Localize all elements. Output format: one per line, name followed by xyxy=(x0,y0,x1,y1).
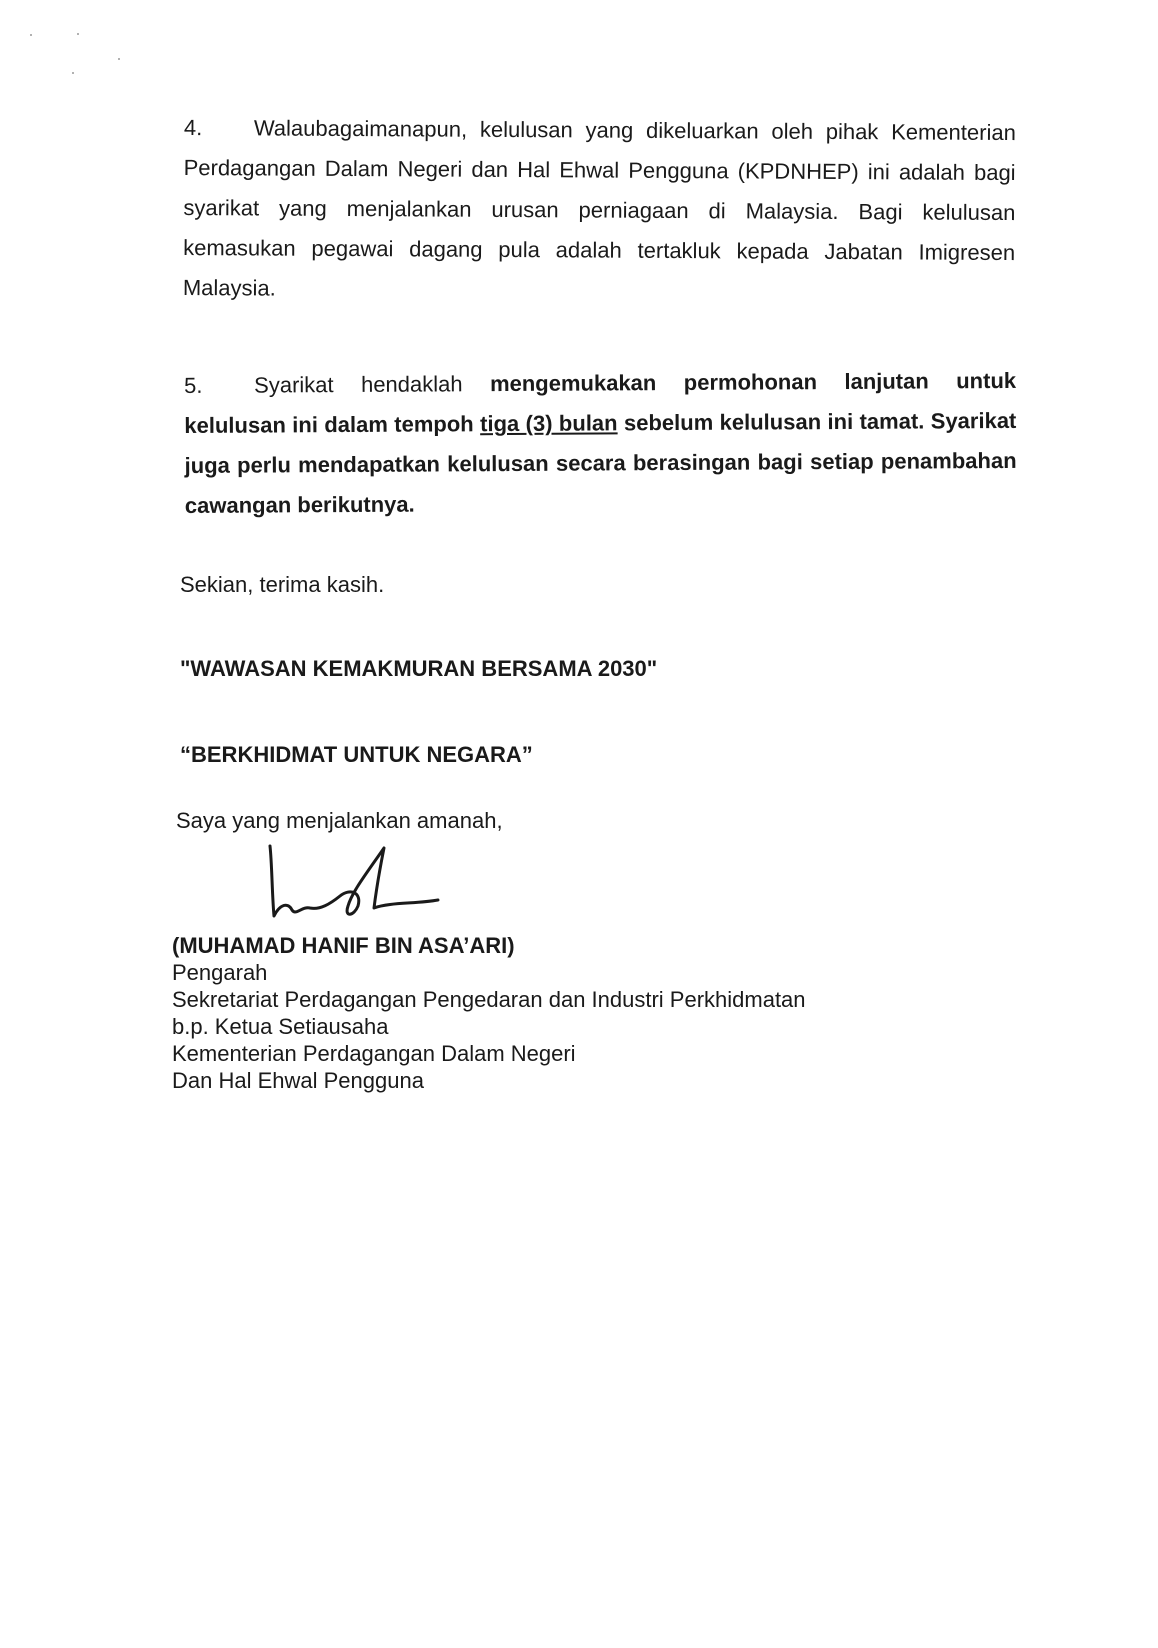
signature-block xyxy=(172,932,806,1094)
paragraph-5 xyxy=(184,361,1017,526)
signatory-department: Sekretariat Perdagangan Pengedaran dan Industri Perkhidmatan xyxy=(172,987,806,1012)
signatory-ministry-line-1: Kementerian Perdagangan Dalam Negeri xyxy=(172,1041,576,1066)
paragraph-5-bold-before: mengemukakan permohonan lanjutan untuk kelulusan ini dalam tempoh xyxy=(184,367,1017,438)
paragraph-5-bold-after: sebelum kelulusan ini tamat. Syarikat juga perlu mendapatkan kelulusan secara berasingan bagi setiap penambahan cawangan berikutnya. xyxy=(184,407,1017,518)
signatory-title: Pengarah xyxy=(172,960,268,985)
paragraph-5-number: 5. xyxy=(184,372,203,398)
closing-line: Sekian, terima kasih. xyxy=(180,572,385,597)
signatory-ministry-line-2: Dan Hal Ehwal Pengguna xyxy=(172,1068,424,1093)
signatory-on-behalf: b.p. Ketua Setiausaha xyxy=(172,1014,389,1039)
scan-speck xyxy=(118,58,120,60)
paragraph-5-lead: Syarikat hendaklah xyxy=(254,371,463,398)
paragraph-4-text: Walaubagaimanapun, kelulusan yang dikeluarkan oleh pihak Kementerian Perdagangan Dalam Negeri dan Hal Ehwal Pengguna (KPDNHEP) ini adalah bagi syarikat yang menjalankan urusan perniagaan di Malaysia. Bagi kelulusan kemasukan pegawai dagang pula adalah tertakluk kepada Jabatan Imigresen Malaysia. xyxy=(182,115,1016,301)
motto-berkhidmat: “BERKHIDMAT UNTUK NEGARA” xyxy=(180,742,533,767)
paragraph-4-number: 4. xyxy=(183,114,203,141)
paragraph-5-underlined: tiga (3) bulan xyxy=(480,410,618,437)
paragraph-4 xyxy=(183,108,1016,313)
scan-speck xyxy=(77,33,79,35)
motto-wawasan: "WAWASAN KEMAKMURAN BERSAMA 2030" xyxy=(180,656,658,681)
scan-speck xyxy=(30,34,32,36)
signatory-name: (MUHAMAD HANIF BIN ASA’ARI) xyxy=(172,933,515,958)
scan-speck xyxy=(72,72,74,74)
salutation: Saya yang menjalankan amanah, xyxy=(176,808,503,833)
handwritten-signature xyxy=(266,844,466,924)
